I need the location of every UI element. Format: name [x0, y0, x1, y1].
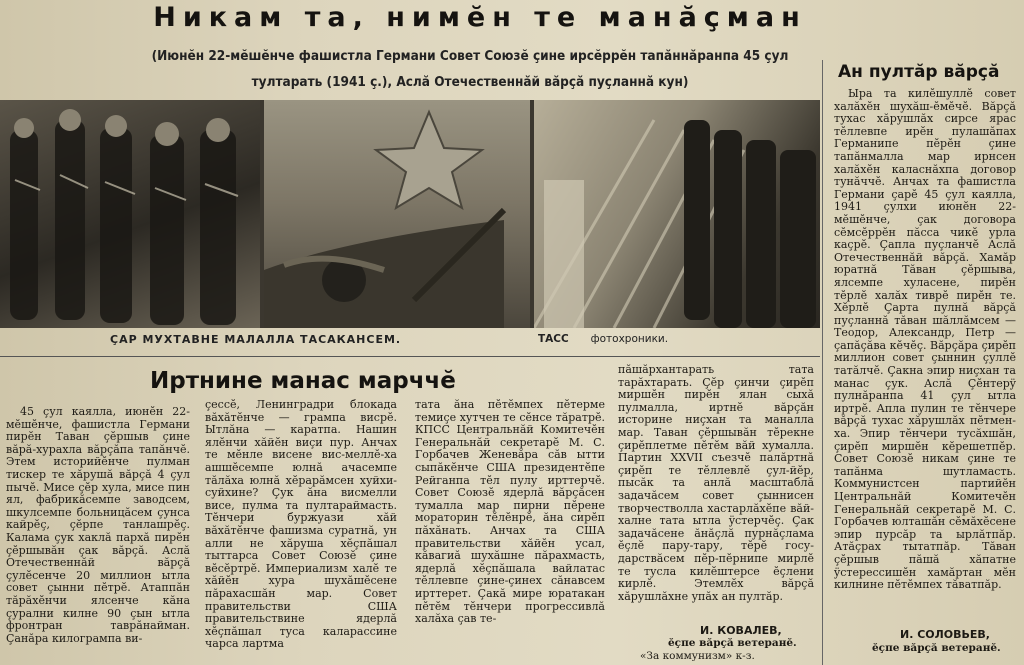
photo-strip [0, 100, 820, 328]
section-divider [0, 356, 820, 357]
main-article-source: «За коммунизм» к-з. [640, 650, 755, 662]
main-article-column-3 [415, 399, 605, 665]
photo-credit-agency: ТАСС [538, 333, 569, 345]
side-article-title: Ан пултăр вăрçă [838, 62, 1000, 82]
honor-guard-photo [534, 100, 820, 328]
side-article-text: Ыра та килĕшуллĕ совет халăхĕн шухăш-ĕмĕчĕ. Вăрçă тухас хăрушлăх сирсе ярас тĕллевпе ирĕн пулашăпах Германипе пĕрĕн çине тапăнмалла мар ирнсен халăхĕн каласнăхпа договор тунăччĕ. Анчах та фашистла Германи çарĕ 45 çул каялла, 1941 çулхи июнĕн 22-мĕшĕнче, çак договора сĕмсĕррĕн пăсса чикĕ урла каçрĕ. Çапла пуçланчĕ Аслă Отечественнăй вăрçă. Хамăр юратнă Тăван çĕршыва, ялсемпе хуласене, пирĕн тĕрлĕ халăх тиврĕ пирĕн те. Хĕрлĕ Çарта пулнă вăрçă пуçланнă тăван шăллăмсем — Теодор, Александр, Петр — çапăçăва кĕчĕç. Вăрçăра çирĕп миллион совет çыннин çуллĕ татăлчĕ. Çакна эпир ниçхан та манас çук. Аслă Çĕнтерÿ пулнăранпа 41 çул ытла иртрĕ. Апла пулин те тĕнчере вăрçă тухас хăрушлăх пĕтмен-ха. Эпир тĕнчери тусăхшăн, çирĕп миршĕн кĕрешетпĕр. Совет Союзĕ никам çине те тапăнма шутламасть. Коммунистсен партийĕн Центральнăй Комитечĕн Генеральнăй секретарĕ М. С. Горбачев юлташăн сĕмăхĕсене эпир пурсăр та ырлăтпăр. Атăçрах тытатпăр. Тăван çĕршыв пăшă хăпатне ÿстерессишĕн хамăртан мĕн килнине пĕтĕмпех тăватпăр. [834, 88, 1016, 592]
side-article-column [834, 88, 1016, 623]
main-article-column-1 [6, 406, 190, 665]
photo-credit-label: фотохроники. [590, 333, 669, 345]
photo-caption: ÇАР МУХТАВНЕ МАЛАЛЛА ТАСАКАНСЕМ. [110, 333, 402, 346]
subheadline-line2: тултарать (1941 ç.), Аслă Отечественнăй вăрçă пуçланнă кун) [251, 74, 689, 90]
main-article-text-1: 45 çул каялла, июнĕн 22-мĕшĕнче, фашистла Германи пирĕн Таван çĕршыв çине вăрă-хурахла вăрçăпа тапăнчĕ. Этем историйĕнче пулман тискер те хăрушă вăрçă 4 çул пычĕ. Мисе çĕр хула, мисе пин ял, фабрикăсемпе заводсем, шкулсемпе больницăсем çунса кайрĕç, çĕрпе танлашрĕç. Калама çук хаклă пархă пирĕн çĕршывăн çак вăрçă. Аслă Отечественнăй вăрçă çулĕсенче 20 миллион ытла совет çынни пĕтрĕ. Атаппăн тăрăхĕнчи ялсенче кăна çурални килне 90 çын ытла фронтран таврăнайман. Çанăра килогрампа ви- [6, 406, 190, 645]
marching-soldiers-photo [0, 100, 260, 328]
headline: Никам та, нимĕн те манăçман [153, 2, 807, 33]
main-article-text-3: тата ăна пĕтĕмпех пĕтерме темиçе хутчен те сĕнсе тăратрĕ. КПСС Центральнăй Комитечĕн Генеральнăй секретарĕ М. С. Горбачев Женевăра сăв ытти сыпăкĕнче США президентĕпе Рейганпа тĕл пулу ирттерчĕ. Совет Союзĕ ядерлă вăрçăсен тумалла мар пирни пĕрене мораторин тĕлĕнрĕ, ăна сирĕп пăхăнать. Анчах та США правительстви хăйĕн усал, кăвагиă шухăшне пăрахмасть, ядерлă хĕçпăшала вайлатас тĕллевпе çине-çинех сăнавсем ирттерет. Çакă мире юратакан пĕтĕм тĕнчери прогрессивлă халăха çав те- [415, 399, 605, 626]
main-article-column-2 [205, 399, 397, 665]
photo-credit [538, 333, 668, 345]
main-article-signature: И. КОВАЛЕВ, [700, 624, 782, 637]
main-article-column-4 [618, 364, 814, 616]
main-article-signature-title: ĕçпе вăрçă ветеранĕ. [668, 637, 797, 649]
subheadline-line1: (Июнĕн 22-мĕшĕнче фашистла Германи Совет Союзĕ çине ирсĕррĕн тапăннăранпа 45 çул [151, 48, 789, 64]
column-divider [822, 60, 823, 665]
memorial-star-photo [264, 100, 530, 328]
side-article-signature-title: ĕçпе вăрçă ветеранĕ. [872, 642, 1001, 654]
main-article-title: Иртнине манас марччĕ [150, 368, 456, 394]
main-article-text-2: çессĕ, Ленинградри блокада вăхăтĕнче — грампа висрĕ. Ытлăна — каратпа. Нашин ялĕнчи хăйĕн виçи пур. Анчах те мĕнле висене вис-меллĕ-ха ашшĕсемпе юлнă ачасемпе тăлăха юлнă хĕрарăмсен хуйхи-суйхине? Çук ăна висмелли висе, пулма та пултараймасть. Тĕнчери буржуази хăй вăхăтĕнче фашизма суратнă, ун алли не хăруша хĕçпăшал тыттарса Совет Союзĕ çине вĕсĕртрĕ. Империализм халĕ те хăйĕн хура шухăшĕсене пăрахасшăн мар. Совет правительстви США правительствине ядерлă хĕçпăшал туса каларассине чарса лартма [205, 399, 397, 651]
side-article-signature: И. СОЛОВЬЕВ, [900, 628, 990, 641]
main-article-text-4: пăшăрхантарать тата тарăхтарать. Çĕр çинчи çирĕп миршĕн пирĕн ялан сыхă пулмалла, иртнĕ вăрçăн историне ниçхан та маналла мар. Таван çĕршывăн тĕрекне çирĕплетме пĕтĕм вăй хумалла. Партин XXVII съезчĕ палăртнă çирĕп те тĕллевлĕ çул-йĕр, пысăк та анлă масштаблă задачăсем совет çыннисен творчестволла хастарлăхĕпе вăй-халне тата ытла ÿстерчĕç. Çак задачăсене ăнăçлă пурнăçлама ĕçлĕ пару-тару, тĕрĕ госу-дарствăсем пĕр-пĕрнипе мирлĕ те тусла килĕштерсе ĕçлени кирлĕ. Этемлĕх вăрçă хăрушлăхне упăх ан пултăр. [618, 364, 814, 603]
